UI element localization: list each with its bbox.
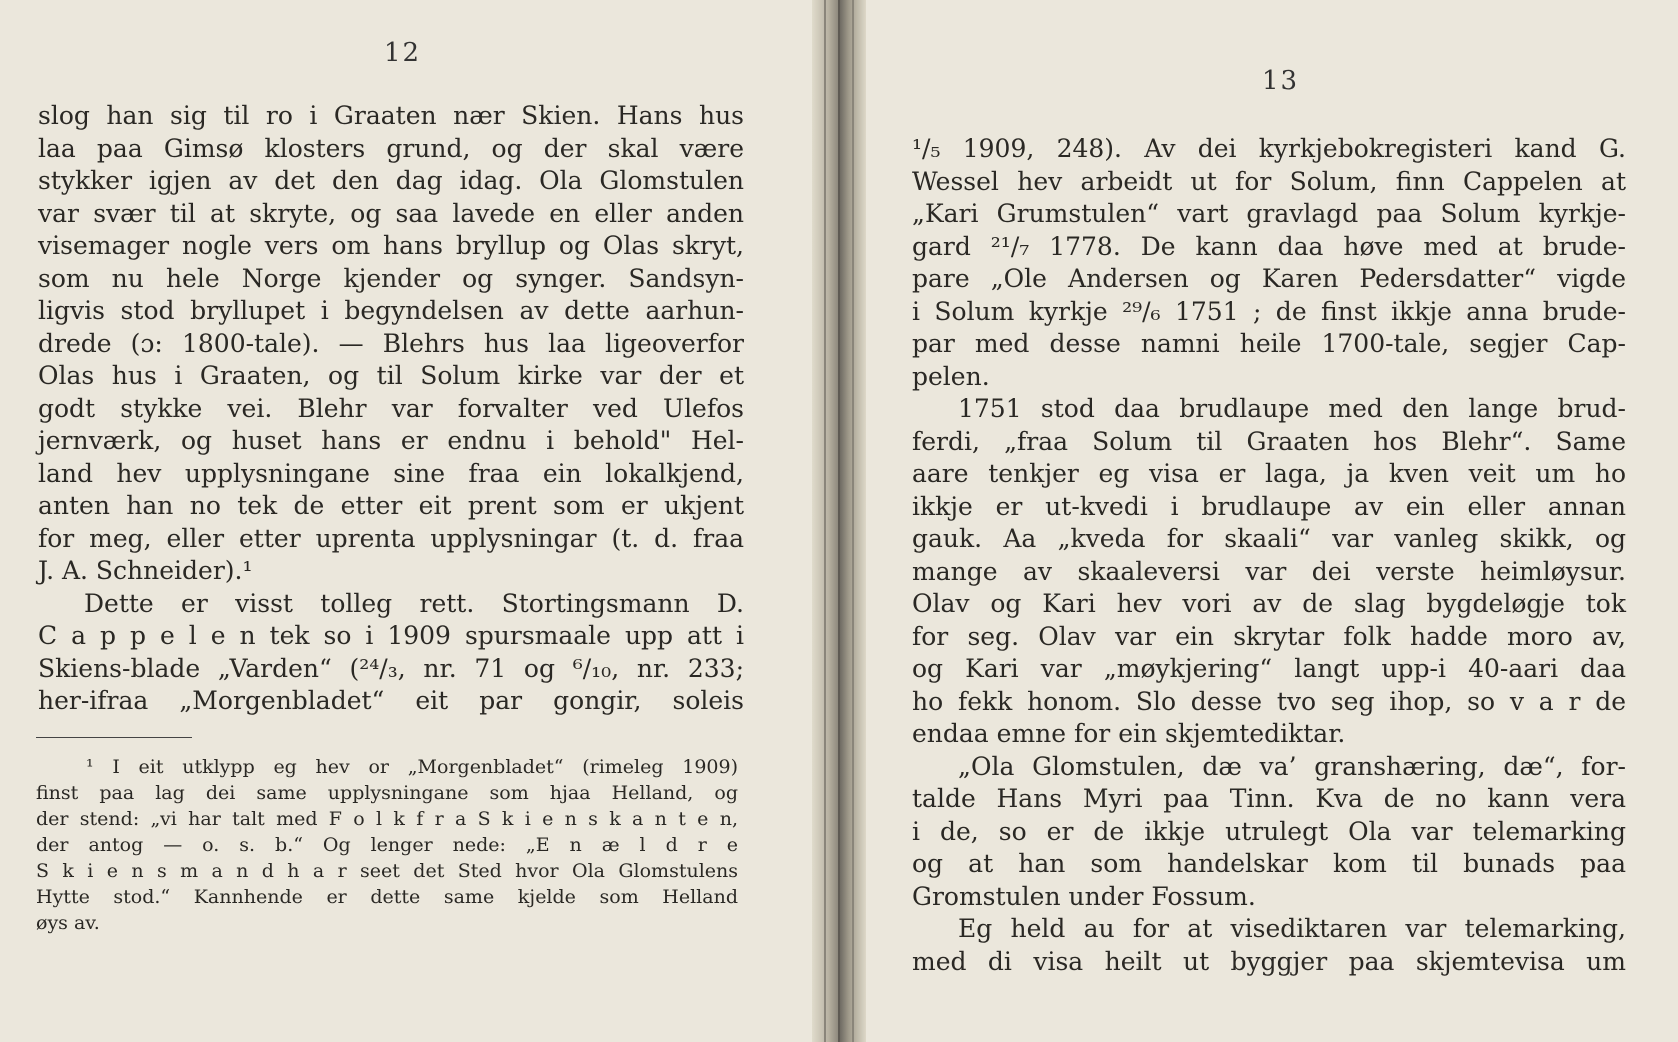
footnote-line: der stend: „vi har talt med F o l k f r a S k i e n s k a n t e n, [36,808,738,830]
footnote-line: der antog — o. s. b.“ Og lenger nede: „E n æ l d r e [36,834,738,856]
text-line: par med desse namni heile 1700-tale, segjer Cap- [912,329,1626,358]
text-line: gauk. Aa „kveda for skaali“ var vanleg skikk, og [912,524,1626,553]
spine-line [852,0,854,1042]
text-line: Gromstulen under Fossum. [912,881,1256,911]
footnote-divider [36,737,192,738]
text-line: og Kari var „møykjering“ langt upp-i 40-aari daa [912,654,1626,683]
text-line: slog han sig til ro i Graaten nær Skien. Hans hus [38,101,744,130]
right-body-text [912,133,1626,978]
text-line: anten han no tek de etter eit prent som er ukjent [38,491,744,520]
text-line: land hev upplysningane sine fraa ein lokalkjend, [38,458,744,488]
text-line: „Ola Glomstulen, dæ va’ granshæring, dæ“, for- [958,751,1626,781]
text-line: 1751 stod daa brudlaupe med den lange brud- [958,394,1626,423]
text-line: var svær til at skryte, og saa lavede en eller anden [38,198,744,228]
text-line: ligvis stod bryllupet i begyndelsen av dette aarhun- [38,296,744,325]
text-line: i de, so er de ikkje utrulegt Ola var telemarking [912,816,1626,846]
text-line: Olas hus i Graaten, og til Solum kirke var der et [38,361,744,390]
text-line: gard ²¹/₇ 1778. De kann daa høve med at brude- [912,231,1626,261]
left-page [0,0,812,1042]
text-line: som nu hele Norge kjender og synger. Sandsyn- [38,263,744,293]
text-line: ho fekk honom. Slo desse tvo seg ihop, so v a r de [912,686,1626,716]
footnote-line: finst paa lag dei same upplysningane som hjaa Helland, og [36,782,738,804]
text-line: Eg held au for at visediktaren var telemarking, [958,914,1626,943]
text-line: ikkje er ut-kvedi i brudlaupe av ein eller annan [912,491,1626,521]
text-line: for meg, eller etter uprenta upplysningar (t. d. fraa [38,523,744,553]
text-line: talde Hans Myri paa Tinn. Kva de no kann vera [912,784,1626,813]
text-line: her-ifraa „Morgenbladet“ eit par gongir, soleis [38,686,744,715]
text-line: drede (ɔ: 1800-tale). — Blehrs hus laa ligeoverfor [38,328,744,358]
text-line: for seg. Olav var ein skrytar folk hadde moro av, [912,621,1626,651]
text-line: visemager nogle vers om hans bryllup og Olas skryt, [38,231,744,260]
footnote-line: S k i e n s m a n d h a r seet det Sted hvor Ola Glomstulens [36,860,738,882]
text-line: aare tenkjer eg visa er laga, ja kven veit um ho [912,459,1626,488]
text-line: og at han som handelskar kom til bunads paa [912,849,1626,878]
left-body-text [38,100,744,718]
page-number: 12 [384,38,422,68]
text-line: Olav og Kari hev vori av de slag bygdeløgje tok [912,589,1626,618]
text-line: pare „Ole Andersen og Karen Pedersdatter“ vigde [912,264,1626,293]
text-line: endaa emne for ein skjemtediktar. [912,719,1346,748]
page-number: 13 [1262,66,1300,96]
right-page [866,0,1678,1042]
spine-line [838,0,840,1042]
text-line: „Kari Grumstulen“ vart gravlagd paa Solum kyrkje- [912,199,1626,228]
footnote-line: ¹ I eit utklypp eg hev or „Morgenbladet“ (rimeleg 1909) [86,756,738,778]
text-line: med di visa heilt ut byggjer paa skjemtevisa um [912,946,1626,976]
text-line: laa paa Gimsø klosters grund, og der skal være [38,133,744,163]
spine-line [824,0,826,1042]
text-line: mange av skaaleversi var dei verste heimløysur. [912,556,1626,586]
text-line: jernværk, og huset hans er endnu i behold" Hel- [38,426,744,455]
text-line: Dette er visst tolleg rett. Stortingsmann D. [84,588,744,618]
book-gutter [812,0,866,1042]
footnote [36,754,738,936]
text-line: i Solum kyrkje ²⁹/₆ 1751 ; de finst ikkje anna brude- [912,296,1626,326]
text-line: pelen. [912,361,990,391]
text-line: Wessel hev arbeidt ut for Solum, finn Cappelen at [912,166,1626,196]
text-line: Skiens-blade „Varden“ (²⁴/₃, nr. 71 og ⁶/₁₀, nr. 233; [38,653,744,683]
footnote-line: øys av. [36,912,100,934]
text-line: J. A. Schneider).¹ [38,556,253,585]
text-line: godt stykke vei. Blehr var forvalter ved Ulefos [38,393,744,423]
footnote-line: Hytte stod.“ Kannhende er dette same kjelde som Helland [36,886,738,908]
text-line: ¹/₅ 1909, 248). Av dei kyrkjebokregisteri kand G. [912,134,1626,163]
text-line: C a p p e l e n tek so i 1909 spursmaale upp att i [38,621,744,650]
text-line: stykker igjen av det den dag idag. Ola Glomstulen [38,166,744,195]
text-line: ferdi, „fraa Solum til Graaten hos Blehr“. Same [912,426,1626,456]
